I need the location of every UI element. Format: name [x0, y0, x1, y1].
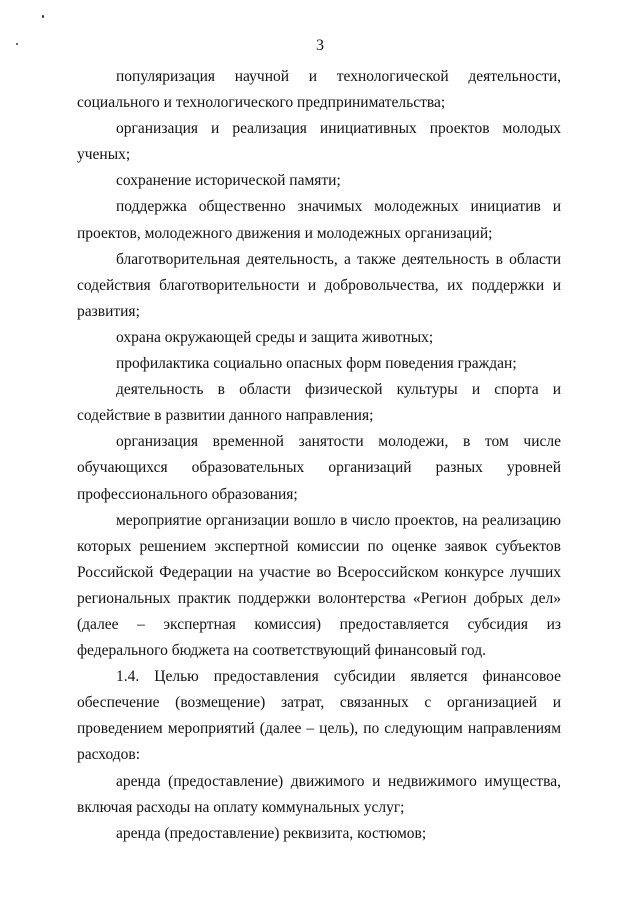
paragraph: благотворительная деятельность, а также деятельность в области содействия благотворительности и добровольчества, их поддержки и развития;	[77, 250, 561, 320]
paragraph: организация и реализация инициативных проектов молодых ученых;	[77, 120, 561, 164]
paragraph: популяризация научной и технологической деятельности, социального и технологического предпринимательства;	[77, 68, 561, 112]
paragraph: аренда (предоставление) движимого и недвижимого имущества, включая расходы на оплату коммунальных услуг;	[77, 772, 561, 816]
body-text	[77, 64, 561, 847]
paragraph: 1.4. Целью предоставления субсидии является финансовое обеспечение (возмещение) затрат, связанных с организацией и проведением мероприятий (далее – цель), по следующим направлениям расходов:	[77, 668, 561, 764]
paragraph: деятельность в области физической культуры и спорта и содействие в развитии данного направления;	[77, 381, 561, 425]
scan-speck	[42, 15, 44, 18]
paragraph: сохранение исторической памяти;	[116, 172, 341, 190]
paragraph: мероприятие организации вошло в число проектов, на реализацию которых решением экспертной комиссии по оценке заявок субъектов Российской Федерации на участие во Всероссийском конкурсе лучших региональных практик поддержки волонтерства «Регион добрых дел» (далее – экспертная комиссия) предоставляется субсидия из федерального бюджета на соответствующий финансовый год.	[77, 511, 561, 660]
paragraph: охрана окружающей среды и защита животных;	[116, 328, 434, 346]
paragraph: аренда (предоставление) реквизита, костюмов;	[116, 824, 427, 842]
paragraph: профилактика социально опасных форм поведения граждан;	[116, 355, 517, 373]
paragraph: поддержка общественно значимых молодежных инициатив и проектов, молодежного движения и молодежных организаций;	[77, 198, 561, 242]
page-number: 3	[316, 37, 324, 54]
paragraph: организация временной занятости молодежи, в том числе обучающихся образовательных организаций разных уровней профессионального образования;	[77, 433, 561, 503]
